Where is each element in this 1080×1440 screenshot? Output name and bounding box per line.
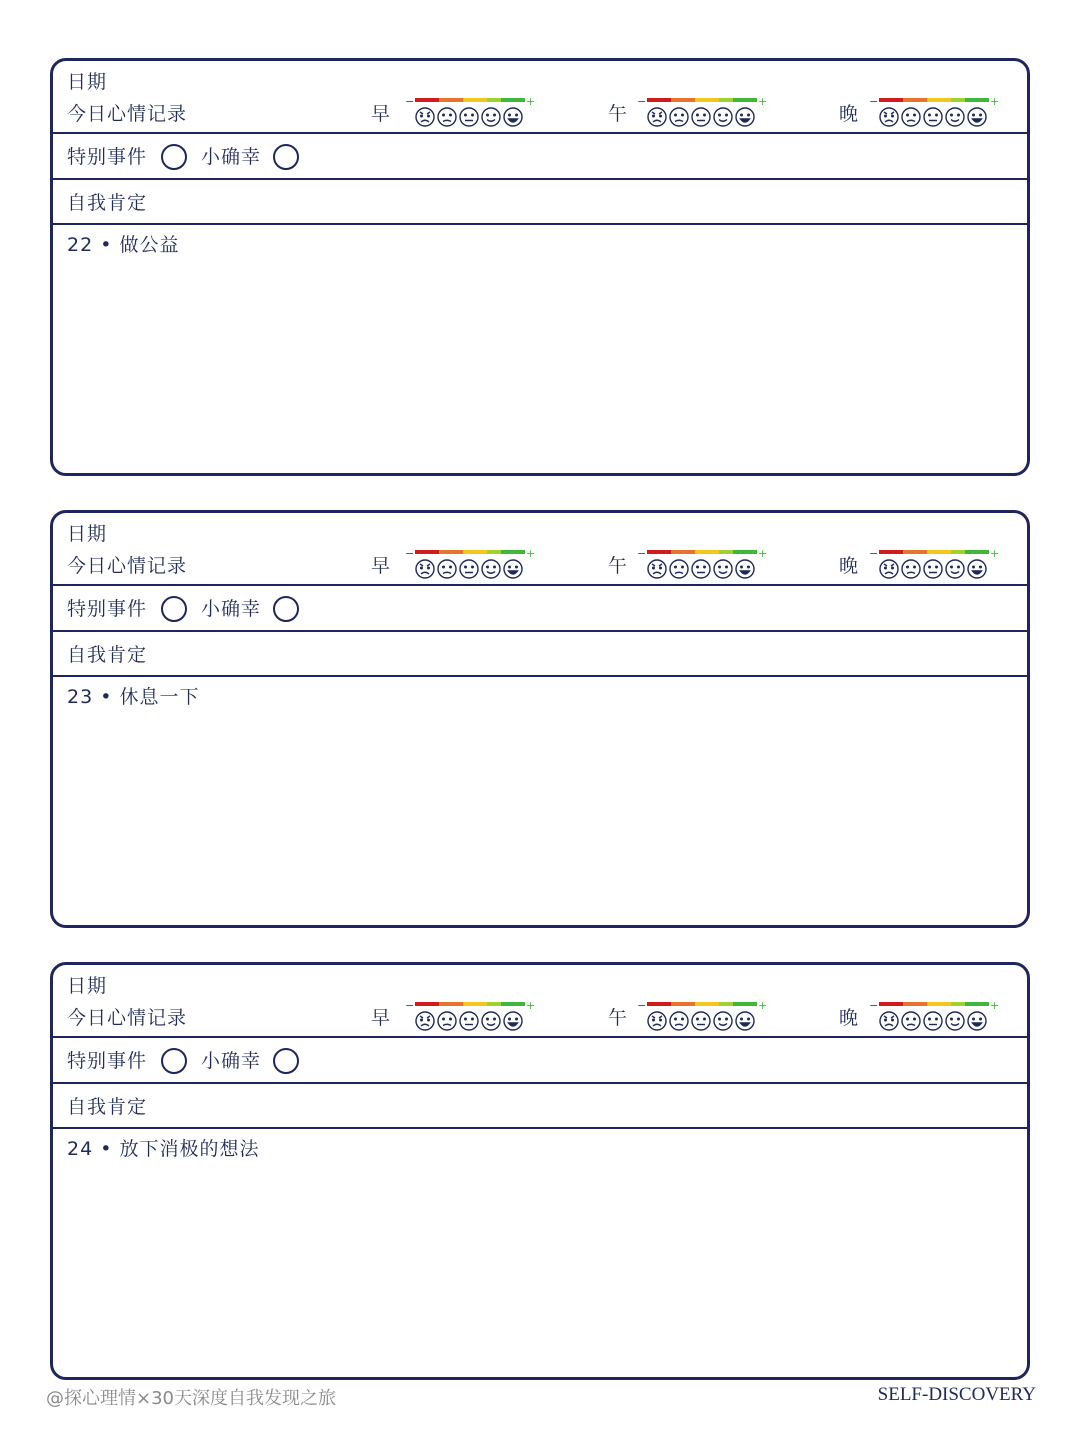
scale-segment bbox=[965, 1002, 989, 1006]
daily-prompt: 22 • 做公益 bbox=[67, 234, 180, 256]
scale-plus-label: + bbox=[758, 96, 767, 108]
sad-face-icon bbox=[670, 1012, 688, 1030]
self-affirmation-row[interactable] bbox=[53, 632, 1027, 677]
sad-face-icon bbox=[902, 1012, 920, 1030]
smile-face-icon bbox=[714, 1012, 732, 1030]
scale-segment bbox=[927, 550, 951, 554]
small-happiness-label: 小确幸 bbox=[201, 598, 262, 620]
scale-segment bbox=[647, 550, 671, 554]
scale-minus-label: − bbox=[405, 96, 415, 108]
date-label: 日期 bbox=[67, 71, 108, 93]
self-affirmation-label: 自我肯定 bbox=[67, 192, 148, 214]
small-happiness-label: 小确幸 bbox=[201, 1050, 262, 1072]
scale-segment bbox=[733, 1002, 757, 1006]
smile-face-icon bbox=[714, 108, 732, 126]
journal-writing-area[interactable] bbox=[53, 1129, 1027, 1377]
sad-face-icon bbox=[902, 108, 920, 126]
scale-plus-label: + bbox=[526, 96, 535, 108]
self-affirmation-row[interactable] bbox=[53, 1084, 1027, 1129]
evening-label: 晚 bbox=[839, 1007, 859, 1029]
scale-minus-label: − bbox=[869, 96, 879, 108]
noon-label: 午 bbox=[608, 555, 628, 577]
scale-segment bbox=[501, 98, 525, 102]
mood-scale[interactable] bbox=[869, 1000, 999, 1034]
neutral-face-icon bbox=[924, 560, 942, 578]
very-sad-face-icon bbox=[648, 1012, 666, 1030]
smile-face-icon bbox=[714, 560, 732, 578]
scale-segment bbox=[719, 550, 733, 554]
scale-minus-label: − bbox=[869, 548, 879, 560]
scale-segment bbox=[695, 550, 719, 554]
scale-segment bbox=[951, 1002, 965, 1006]
noon-label: 午 bbox=[608, 103, 628, 125]
happy-face-icon bbox=[968, 108, 986, 126]
smile-face-icon bbox=[482, 1012, 500, 1030]
evening-label: 晚 bbox=[839, 103, 859, 125]
happy-face-icon bbox=[968, 1012, 986, 1030]
morning-label: 早 bbox=[371, 103, 391, 125]
very-sad-face-icon bbox=[416, 108, 434, 126]
sad-face-icon bbox=[670, 560, 688, 578]
scale-segment bbox=[439, 550, 463, 554]
daily-prompt: 23 • 休息一下 bbox=[67, 686, 200, 708]
neutral-face-icon bbox=[692, 1012, 710, 1030]
scale-plus-label: + bbox=[758, 548, 767, 560]
scale-segment bbox=[879, 550, 903, 554]
self-affirmation-label: 自我肯定 bbox=[67, 644, 148, 666]
small-happiness-checkbox[interactable] bbox=[273, 1048, 299, 1074]
neutral-face-icon bbox=[460, 1012, 478, 1030]
scale-segment bbox=[903, 1002, 927, 1006]
scale-segment bbox=[463, 98, 487, 102]
self-affirmation-row[interactable] bbox=[53, 180, 1027, 225]
scale-segment bbox=[487, 98, 501, 102]
scale-segment bbox=[719, 98, 733, 102]
special-event-label: 特别事件 bbox=[67, 146, 148, 168]
scale-segment bbox=[951, 550, 965, 554]
daily-prompt: 24 • 放下消极的想法 bbox=[67, 1138, 260, 1160]
scale-plus-label: + bbox=[526, 1000, 535, 1012]
smile-face-icon bbox=[946, 108, 964, 126]
mood-scale[interactable] bbox=[405, 548, 535, 582]
mood-scale[interactable] bbox=[637, 1000, 767, 1034]
scale-segment bbox=[951, 98, 965, 102]
evening-label: 晚 bbox=[839, 555, 859, 577]
scale-segment bbox=[903, 98, 927, 102]
scale-segment bbox=[719, 1002, 733, 1006]
scale-segment bbox=[415, 98, 439, 102]
scale-segment bbox=[671, 1002, 695, 1006]
self-affirmation-label: 自我肯定 bbox=[67, 1096, 148, 1118]
scale-segment bbox=[879, 98, 903, 102]
happy-face-icon bbox=[504, 560, 522, 578]
scale-segment bbox=[501, 1002, 525, 1006]
scale-segment bbox=[695, 98, 719, 102]
scale-segment bbox=[733, 98, 757, 102]
date-label: 日期 bbox=[67, 975, 108, 997]
header-row bbox=[53, 965, 1027, 1038]
morning-label: 早 bbox=[371, 1007, 391, 1029]
scale-plus-label: + bbox=[990, 96, 999, 108]
scale-segment bbox=[879, 1002, 903, 1006]
very-sad-face-icon bbox=[416, 560, 434, 578]
mood-record-label: 今日心情记录 bbox=[67, 103, 188, 125]
happy-face-icon bbox=[968, 560, 986, 578]
date-label: 日期 bbox=[67, 523, 108, 545]
scale-segment bbox=[903, 550, 927, 554]
scale-segment bbox=[647, 1002, 671, 1006]
events-row bbox=[53, 586, 1027, 632]
very-sad-face-icon bbox=[880, 1012, 898, 1030]
special-event-checkbox[interactable] bbox=[161, 596, 187, 622]
sad-face-icon bbox=[902, 560, 920, 578]
special-event-checkbox[interactable] bbox=[161, 1048, 187, 1074]
mood-scale[interactable] bbox=[405, 1000, 535, 1034]
smile-face-icon bbox=[482, 108, 500, 126]
mood-record-label: 今日心情记录 bbox=[67, 555, 188, 577]
scale-segment bbox=[733, 550, 757, 554]
scale-segment bbox=[463, 550, 487, 554]
scale-plus-label: + bbox=[990, 1000, 999, 1012]
special-event-checkbox[interactable] bbox=[161, 144, 187, 170]
scale-segment bbox=[439, 1002, 463, 1006]
journal-card bbox=[50, 962, 1030, 1380]
small-happiness-checkbox[interactable] bbox=[273, 144, 299, 170]
header-row bbox=[53, 513, 1027, 586]
scale-segment bbox=[965, 98, 989, 102]
happy-face-icon bbox=[736, 108, 754, 126]
scale-plus-label: + bbox=[990, 548, 999, 560]
sad-face-icon bbox=[438, 1012, 456, 1030]
happy-face-icon bbox=[736, 1012, 754, 1030]
happy-face-icon bbox=[504, 1012, 522, 1030]
neutral-face-icon bbox=[460, 560, 478, 578]
sad-face-icon bbox=[438, 108, 456, 126]
scale-minus-label: − bbox=[637, 96, 647, 108]
neutral-face-icon bbox=[692, 560, 710, 578]
scale-plus-label: + bbox=[758, 1000, 767, 1012]
mood-scale[interactable] bbox=[637, 96, 767, 130]
header-row bbox=[53, 61, 1027, 134]
scale-segment bbox=[501, 550, 525, 554]
mood-scale[interactable] bbox=[637, 548, 767, 582]
scale-minus-label: − bbox=[405, 548, 415, 560]
journal-writing-area[interactable] bbox=[53, 225, 1027, 473]
journal-card bbox=[50, 58, 1030, 476]
very-sad-face-icon bbox=[648, 108, 666, 126]
very-sad-face-icon bbox=[648, 560, 666, 578]
small-happiness-label: 小确幸 bbox=[201, 146, 262, 168]
sad-face-icon bbox=[670, 108, 688, 126]
mood-scale[interactable] bbox=[869, 548, 999, 582]
scale-minus-label: − bbox=[869, 1000, 879, 1012]
mood-scale[interactable] bbox=[405, 96, 535, 130]
scale-plus-label: + bbox=[526, 548, 535, 560]
scale-segment bbox=[647, 98, 671, 102]
very-sad-face-icon bbox=[416, 1012, 434, 1030]
scale-segment bbox=[487, 550, 501, 554]
scale-segment bbox=[671, 98, 695, 102]
smile-face-icon bbox=[946, 1012, 964, 1030]
mood-scale[interactable] bbox=[869, 96, 999, 130]
neutral-face-icon bbox=[692, 108, 710, 126]
scale-minus-label: − bbox=[405, 1000, 415, 1012]
scale-segment bbox=[463, 1002, 487, 1006]
very-sad-face-icon bbox=[880, 560, 898, 578]
footer-credit: @探心理情×30天深度自我发现之旅 bbox=[46, 1388, 336, 1409]
scale-segment bbox=[415, 1002, 439, 1006]
small-happiness-checkbox[interactable] bbox=[273, 596, 299, 622]
scale-segment bbox=[439, 98, 463, 102]
smile-face-icon bbox=[482, 560, 500, 578]
mood-record-label: 今日心情记录 bbox=[67, 1007, 188, 1029]
neutral-face-icon bbox=[460, 108, 478, 126]
scale-segment bbox=[695, 1002, 719, 1006]
morning-label: 早 bbox=[371, 555, 391, 577]
neutral-face-icon bbox=[924, 1012, 942, 1030]
scale-minus-label: − bbox=[637, 548, 647, 560]
happy-face-icon bbox=[504, 108, 522, 126]
noon-label: 午 bbox=[608, 1007, 628, 1029]
scale-segment bbox=[487, 1002, 501, 1006]
scale-segment bbox=[965, 550, 989, 554]
journal-card bbox=[50, 510, 1030, 928]
special-event-label: 特别事件 bbox=[67, 598, 148, 620]
events-row bbox=[53, 1038, 1027, 1084]
very-sad-face-icon bbox=[880, 108, 898, 126]
scale-segment bbox=[927, 1002, 951, 1006]
neutral-face-icon bbox=[924, 108, 942, 126]
happy-face-icon bbox=[736, 560, 754, 578]
events-row bbox=[53, 134, 1027, 180]
special-event-label: 特别事件 bbox=[67, 1050, 148, 1072]
sad-face-icon bbox=[438, 560, 456, 578]
scale-segment bbox=[415, 550, 439, 554]
scale-minus-label: − bbox=[637, 1000, 647, 1012]
footer-brand: SELF-DISCOVERY bbox=[877, 1384, 1036, 1405]
scale-segment bbox=[927, 98, 951, 102]
smile-face-icon bbox=[946, 560, 964, 578]
journal-writing-area[interactable] bbox=[53, 677, 1027, 925]
scale-segment bbox=[671, 550, 695, 554]
